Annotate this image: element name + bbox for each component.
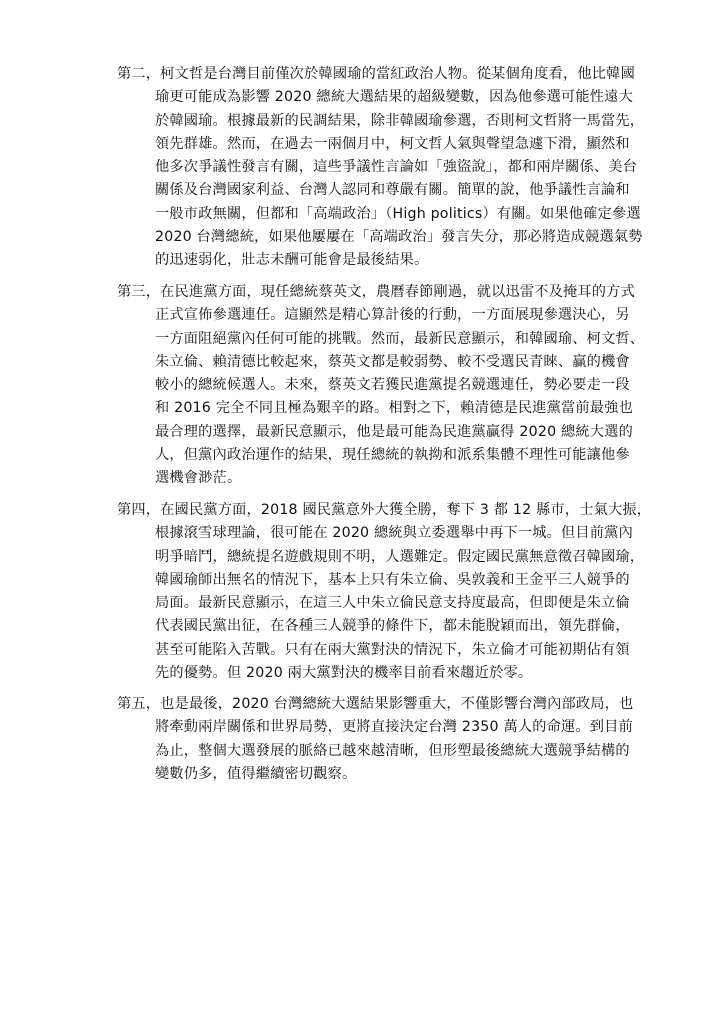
text-line: 第五，也是最後，2020 台灣總統大選結果影響重大，不僅影響台灣內部政局，也: [117, 696, 634, 712]
paragraph-fourth-point: [117, 499, 652, 685]
paragraph-fifth-point: [117, 693, 652, 786]
text-line: 根據滾雪球理論，很可能在 2020 總統與立委選舉中再下一城。但目前黨內: [155, 525, 633, 542]
text-line: 於韓國瑜。根據最新的民調結果，除非韓國瑜參選，否則柯文哲將一馬當先，: [155, 112, 645, 129]
text-line: 他多次爭議性發言有關，這些爭議性言論如「強盜說」，都和兩岸關係、美台: [155, 159, 638, 176]
text-line: 第三，在民進黨方面，現任總統蔡英文，農曆春節剛過，就以迅雷不及掩耳的方式: [117, 284, 635, 300]
text-line: 局面。最新民意顯示，在這三人中朱立倫民意支持度最高，但即便是朱立倫: [155, 595, 630, 612]
text-line: 一般市政無關，但都和「高端政治」（High politics）有關。如果他確定參選: [155, 205, 641, 222]
paragraph-second-point: [117, 63, 652, 273]
text-line: 為止，整個大選發展的脈絡已越來越清晰，但形塑最後總統大選競爭結構的: [155, 742, 630, 759]
text-line: 朱立倫、賴清德比較起來，蔡英文都是較弱勢、較不受選民青睞、贏的機會: [155, 353, 630, 370]
text-line: 第二，柯文哲是台灣目前僅次於韓國瑜的當紅政治人物。從某個角度看，他比韓國: [117, 66, 635, 82]
text-line: 人，但黨內政治運作的結果，現任總統的執拗和派系集體不理性可能讓他參: [155, 447, 630, 464]
text-line: 第四，在國民黨方面，2018 國民黨意外大獲全勝，奪下 3 都 12 縣市，士氣大振，: [117, 502, 652, 518]
text-line: 先的優勢。但 2020 兩大黨對決的機率目前看來趨近於零。: [155, 665, 533, 682]
text-line: 韓國瑜師出無名的情況下，基本上只有朱立倫、吳敦義和王金平三人競爭的: [155, 571, 630, 588]
text-line: 將牽動兩岸關係和世界局勢，更將直接決定台灣 2350 萬人的命運。到目前: [155, 719, 633, 736]
text-line: 瑜更可能成為影響 2020 總統大選結果的超級變數，因為他參選可能性遠大: [155, 89, 633, 106]
text-line: 關係及台灣國家利益、台灣人認同和尊嚴有關。簡單的說，他爭議性言論和: [155, 182, 630, 199]
text-line: 正式宣佈參選連任。這顯然是精心算計後的行動，一方面展現參選決心，另: [155, 307, 630, 324]
text-line: 較小的總統候選人。未來，蔡英文若獲民進黨提名競選連任，勢必要走一段: [155, 377, 630, 394]
text-line: 甚至可能陷入苦戰。只有在兩大黨對決的情況下，朱立倫才可能初期佔有領: [155, 641, 630, 658]
text-line: 2020 台灣總統，如果他屢屢在「高端政治」發言失分，那必將造成競選氣勢: [155, 229, 643, 246]
text-line: 明爭暗鬥，總統提名遊戲規則不明，人選難定。假定國民黨無意徵召韓國瑜，: [155, 548, 645, 565]
text-line: 代表國民黨出征，在各種三人競爭的條件下，都未能脫穎而出，領先群倫，: [155, 618, 630, 635]
paragraph-third-point: [117, 281, 652, 491]
text-line: 選機會渺茫。: [155, 470, 242, 487]
text-line: 變數仍多，值得繼續密切觀察。: [155, 765, 357, 782]
text-line: 的迅速弱化，壯志未酬可能會是最後結果。: [155, 252, 429, 269]
text-line: 和 2016 完全不同且極為艱辛的路。相對之下，賴清德是民進黨當前最強也: [155, 400, 633, 417]
text-line: 領先群雄。然而，在過去一兩個月中，柯文哲人氣與聲望急遽下滑，顯然和: [155, 135, 630, 152]
text-line: 一方面阻絕黨內任何可能的挑戰。然而，最新民意顯示，和韓國瑜、柯文哲、: [155, 330, 645, 347]
text-line: 最合理的選擇，最新民意顯示，他是最可能為民進黨贏得 2020 總統大選的: [155, 423, 633, 440]
